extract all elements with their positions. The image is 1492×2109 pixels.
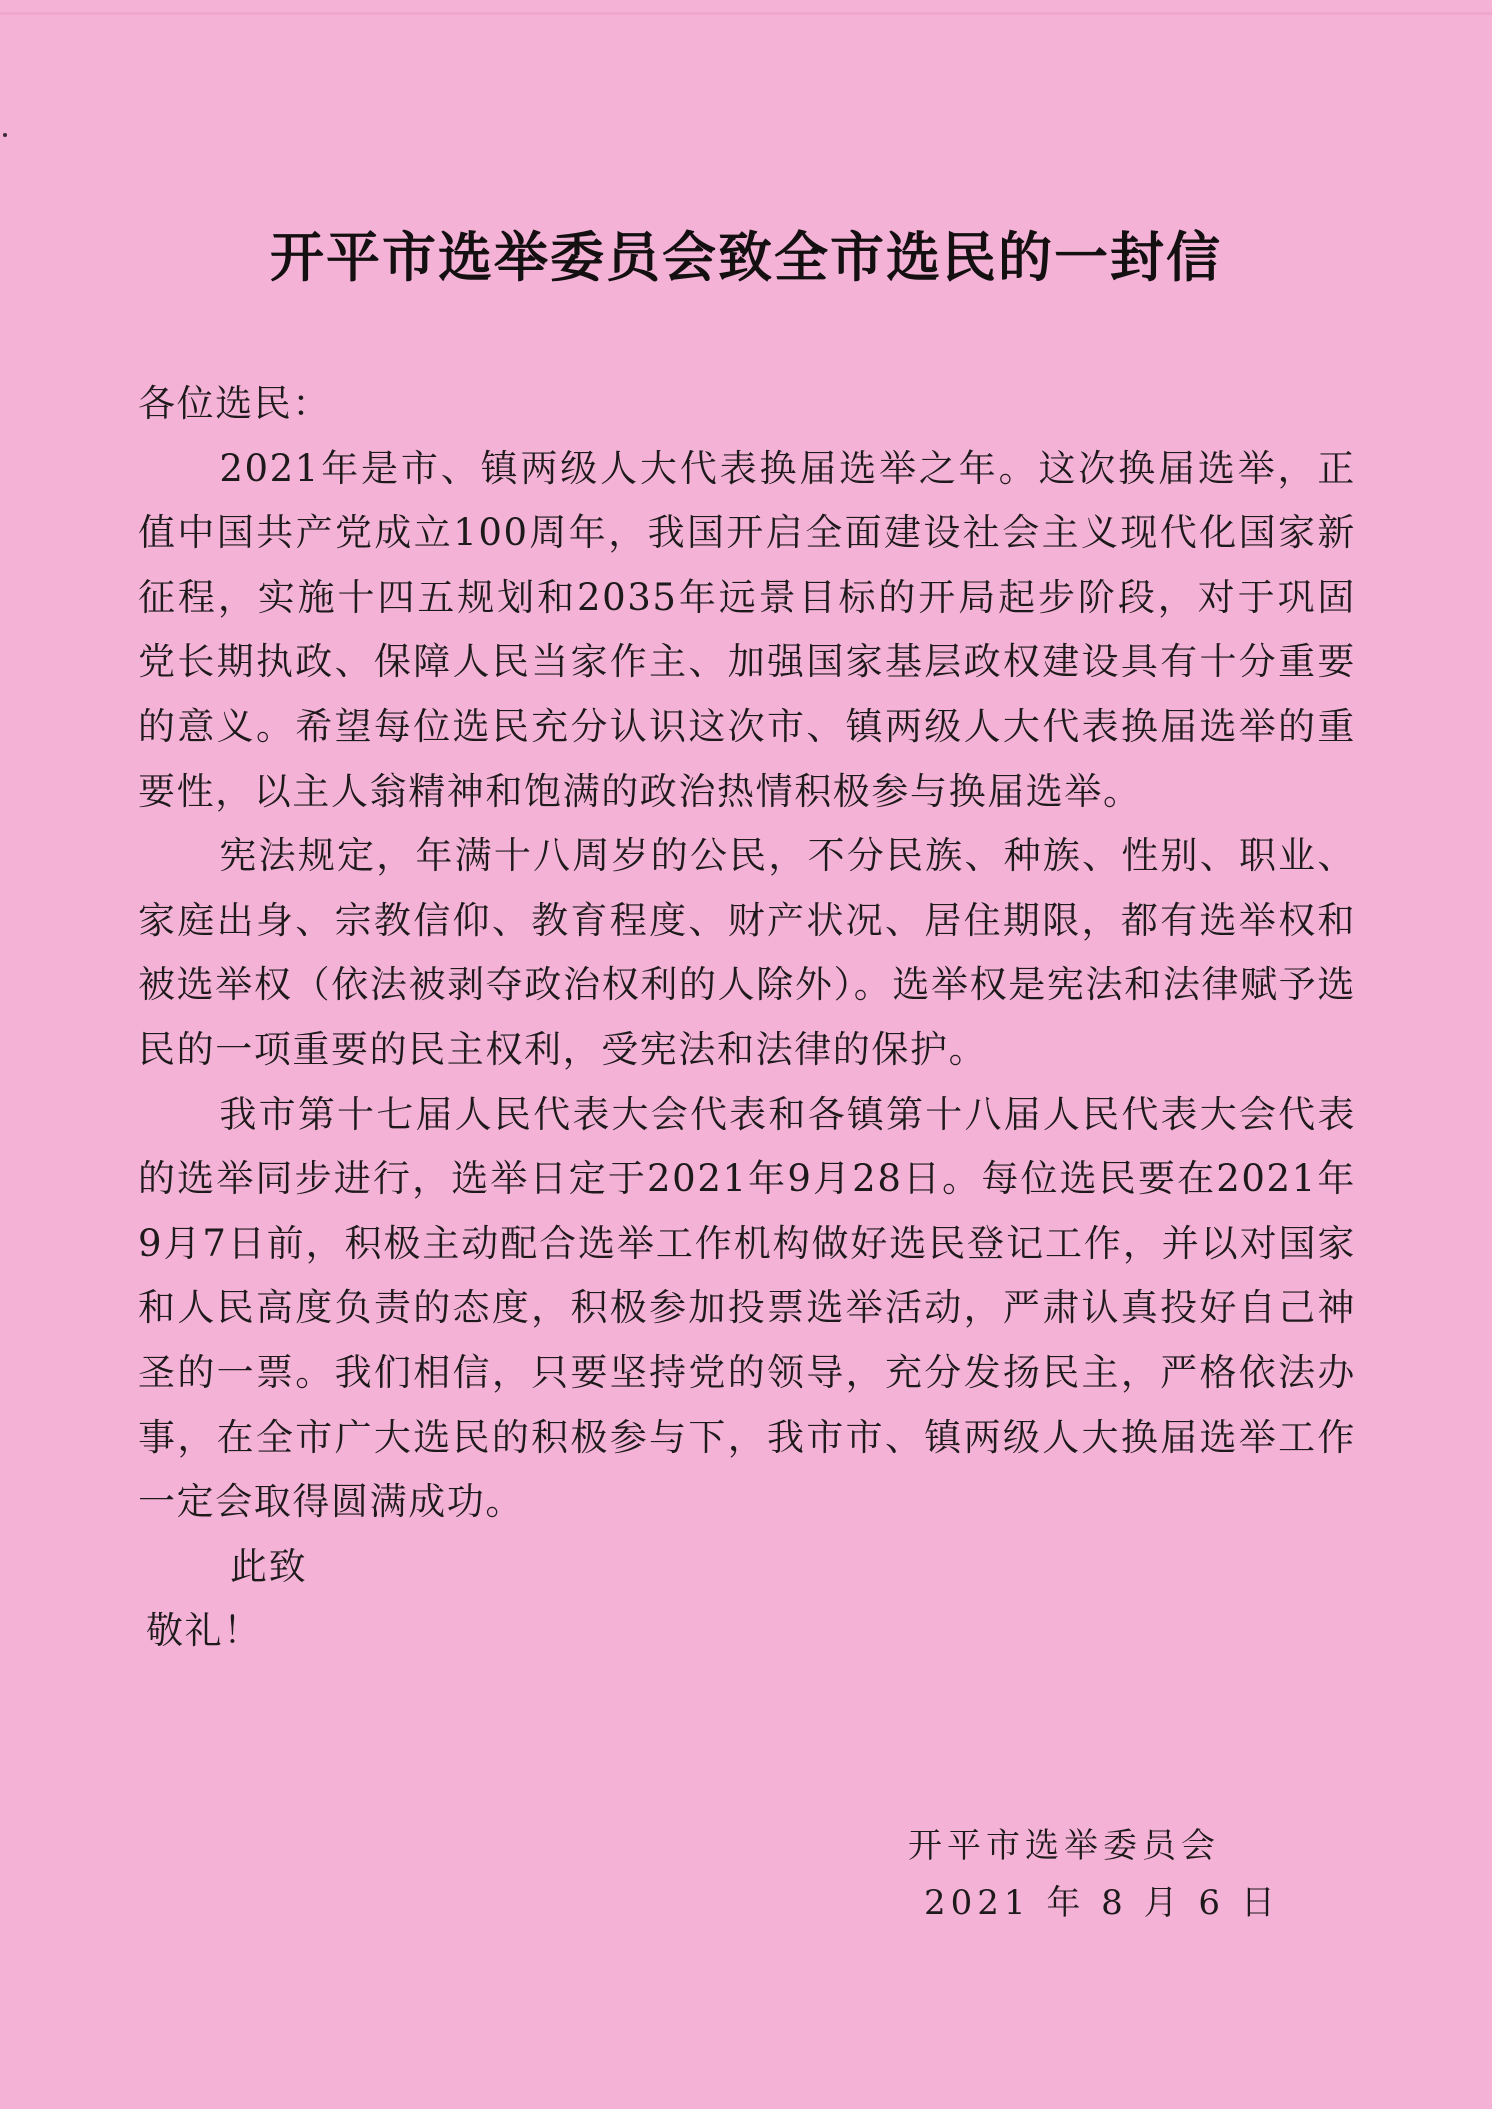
page-title: 开平市选举委员会致全市选民的一封信 bbox=[270, 225, 1222, 290]
paragraph-2: 宪法规定，年满十八周岁的公民，不分民族、种族、性别、职业、家庭出身、宗教信仰、教育程度、财产状况、居住期限，都有选举权和被选举权（依法被剥夺政治权利的人除外）。选举权是宪法和法律赋予选民的一项重要的民主权利，受宪法和法律的保护。 bbox=[138, 834, 1356, 1071]
signature-date: 2021 年 8 月 6 日 bbox=[924, 1883, 1280, 1923]
closing-salute: 敬礼！ bbox=[146, 1609, 262, 1653]
scan-artifact-line bbox=[0, 12, 1492, 15]
closing-greeting: 此致 bbox=[230, 1544, 308, 1588]
signature-organization: 开平市选举委员会 bbox=[908, 1826, 1220, 1866]
signature-block bbox=[908, 1818, 1280, 1932]
paragraph-1: 2021年是市、镇两级人大代表换届选举之年。这次换届选举，正值中国共产党成立100周年，我国开启全面建设社会主义现代化国家新征程，实施十四五规划和2035年远景目标的开局起步阶段，对于巩固党长期执政、保障人民当家作主、加强国家基层政权建设具有十分重要的意义。希望每位选民充分认识这次市、镇两级人大代表换届选举的重要性，以主人翁精神和饱满的政治热情积极参与换届选举。 bbox=[138, 446, 1356, 813]
paragraph-3: 我市第十七届人民代表大会代表和各镇第十八届人民代表大会代表的选举同步进行，选举日定于2021年9月28日。每位选民要在2021年9月7日前，积极主动配合选举工作机构做好选民登记工作，并以对国家和人民高度负责的态度，积极参加投票选举活动，严肃认真投好自己神圣的一票。我们相信，只要坚持党的领导，充分发扬民主，严格依法办事，在全市广大选民的积极参与下，我市市、镇两级人大换届选举工作一定会取得圆满成功。 bbox=[138, 1092, 1356, 1524]
scan-speck bbox=[3, 133, 7, 137]
salutation: 各位选民： bbox=[138, 382, 331, 425]
letter-body bbox=[138, 372, 1356, 1664]
